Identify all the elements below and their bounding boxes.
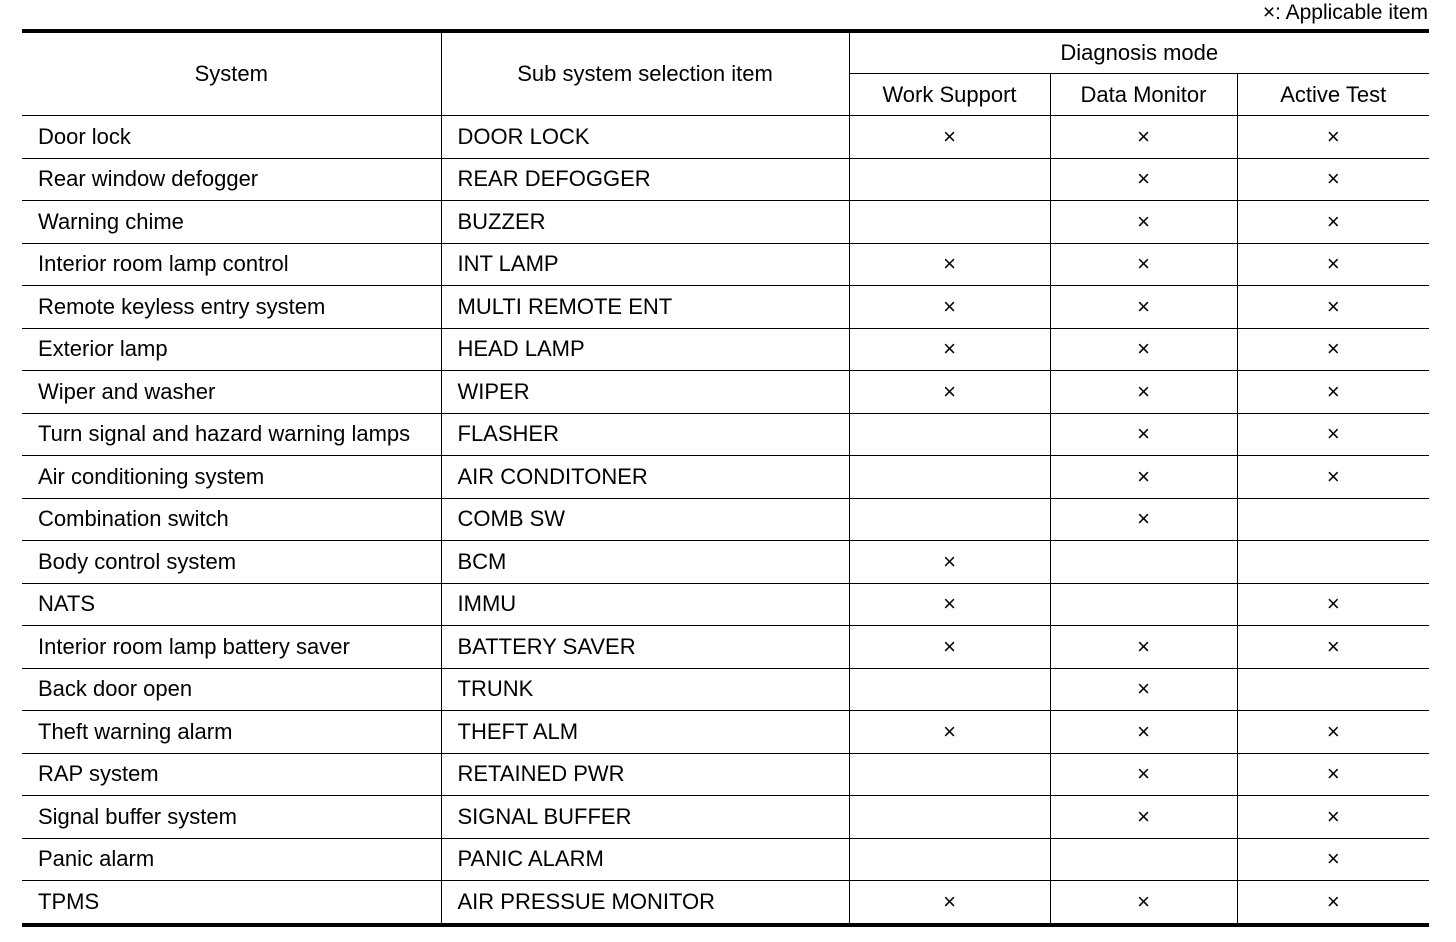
- table-body: [22, 116, 1429, 925]
- system-cell: Door lock: [22, 116, 441, 159]
- table-row: [22, 201, 1429, 244]
- system-cell: RAP system: [22, 753, 441, 796]
- sub-system-cell: THEFT ALM: [441, 711, 849, 754]
- active-test-mark: ×: [1237, 796, 1429, 839]
- sub-system-cell: DOOR LOCK: [441, 116, 849, 159]
- data-monitor-mark: ×: [1050, 881, 1237, 925]
- table-row: [22, 753, 1429, 796]
- active-test-mark: [1237, 668, 1429, 711]
- table-row: [22, 541, 1429, 584]
- sub-system-cell: AIR CONDITONER: [441, 456, 849, 499]
- active-test-mark: ×: [1237, 456, 1429, 499]
- system-cell: NATS: [22, 583, 441, 626]
- diagnosis-table: [22, 29, 1429, 927]
- table-row: [22, 243, 1429, 286]
- system-cell: Body control system: [22, 541, 441, 584]
- data-monitor-mark: ×: [1050, 711, 1237, 754]
- work-support-mark: ×: [849, 286, 1050, 329]
- sub-system-cell: AIR PRESSUE MONITOR: [441, 881, 849, 925]
- system-cell: Panic alarm: [22, 838, 441, 881]
- data-monitor-mark: ×: [1050, 116, 1237, 159]
- work-support-mark: ×: [849, 711, 1050, 754]
- table-row: [22, 626, 1429, 669]
- active-test-mark: ×: [1237, 243, 1429, 286]
- work-support-mark: [849, 456, 1050, 499]
- data-monitor-mark: ×: [1050, 201, 1237, 244]
- data-monitor-mark: ×: [1050, 796, 1237, 839]
- sub-system-cell: BCM: [441, 541, 849, 584]
- legend-note: ×: Applicable item: [1262, 1, 1428, 24]
- data-monitor-mark: ×: [1050, 243, 1237, 286]
- system-cell: Rear window defogger: [22, 158, 441, 201]
- work-support-mark: [849, 158, 1050, 201]
- work-support-mark: ×: [849, 116, 1050, 159]
- system-cell: Warning chime: [22, 201, 441, 244]
- sub-system-cell: INT LAMP: [441, 243, 849, 286]
- sub-system-cell: BATTERY SAVER: [441, 626, 849, 669]
- table-row: [22, 498, 1429, 541]
- work-support-mark: ×: [849, 328, 1050, 371]
- system-cell: Theft warning alarm: [22, 711, 441, 754]
- work-support-mark: ×: [849, 371, 1050, 414]
- system-cell: Signal buffer system: [22, 796, 441, 839]
- system-cell: Wiper and washer: [22, 371, 441, 414]
- sub-system-cell: WIPER: [441, 371, 849, 414]
- system-cell: Exterior lamp: [22, 328, 441, 371]
- table-row: [22, 413, 1429, 456]
- table-row: [22, 116, 1429, 159]
- data-monitor-mark: [1050, 583, 1237, 626]
- work-support-mark: ×: [849, 583, 1050, 626]
- data-monitor-mark: ×: [1050, 371, 1237, 414]
- data-monitor-mark: ×: [1050, 498, 1237, 541]
- header-work-support: Work Support: [849, 74, 1050, 116]
- active-test-mark: ×: [1237, 711, 1429, 754]
- sub-system-cell: PANIC ALARM: [441, 838, 849, 881]
- work-support-mark: [849, 498, 1050, 541]
- sub-system-cell: IMMU: [441, 583, 849, 626]
- work-support-mark: [849, 796, 1050, 839]
- system-cell: Combination switch: [22, 498, 441, 541]
- data-monitor-mark: ×: [1050, 158, 1237, 201]
- active-test-mark: [1237, 541, 1429, 584]
- sub-system-cell: COMB SW: [441, 498, 849, 541]
- table-row: [22, 668, 1429, 711]
- table-row: [22, 328, 1429, 371]
- active-test-mark: ×: [1237, 838, 1429, 881]
- active-test-mark: ×: [1237, 116, 1429, 159]
- active-test-mark: ×: [1237, 158, 1429, 201]
- active-test-mark: ×: [1237, 371, 1429, 414]
- active-test-mark: ×: [1237, 753, 1429, 796]
- data-monitor-mark: [1050, 838, 1237, 881]
- data-monitor-mark: ×: [1050, 286, 1237, 329]
- sub-system-cell: REAR DEFOGGER: [441, 158, 849, 201]
- work-support-mark: ×: [849, 243, 1050, 286]
- sub-system-cell: RETAINED PWR: [441, 753, 849, 796]
- table-row: [22, 796, 1429, 839]
- data-monitor-mark: ×: [1050, 753, 1237, 796]
- table-row: [22, 286, 1429, 329]
- sub-system-cell: MULTI REMOTE ENT: [441, 286, 849, 329]
- active-test-mark: ×: [1237, 328, 1429, 371]
- sub-system-cell: HEAD LAMP: [441, 328, 849, 371]
- sub-system-cell: TRUNK: [441, 668, 849, 711]
- active-test-mark: [1237, 498, 1429, 541]
- data-monitor-mark: ×: [1050, 413, 1237, 456]
- data-monitor-mark: ×: [1050, 668, 1237, 711]
- sub-system-cell: SIGNAL BUFFER: [441, 796, 849, 839]
- sub-system-cell: BUZZER: [441, 201, 849, 244]
- table-row: [22, 456, 1429, 499]
- table-row: [22, 711, 1429, 754]
- active-test-mark: ×: [1237, 626, 1429, 669]
- data-monitor-mark: ×: [1050, 456, 1237, 499]
- data-monitor-mark: ×: [1050, 328, 1237, 371]
- work-support-mark: [849, 838, 1050, 881]
- work-support-mark: [849, 753, 1050, 796]
- work-support-mark: [849, 668, 1050, 711]
- table-row: [22, 583, 1429, 626]
- table-row: [22, 158, 1429, 201]
- sub-system-cell: FLASHER: [441, 413, 849, 456]
- work-support-mark: [849, 413, 1050, 456]
- active-test-mark: ×: [1237, 413, 1429, 456]
- active-test-mark: ×: [1237, 286, 1429, 329]
- system-cell: Turn signal and hazard warning lamps: [22, 413, 441, 456]
- work-support-mark: ×: [849, 881, 1050, 925]
- header-system: System: [22, 31, 441, 116]
- work-support-mark: ×: [849, 626, 1050, 669]
- work-support-mark: [849, 201, 1050, 244]
- header-sub-system: Sub system selection item: [441, 31, 849, 116]
- header-active-test: Active Test: [1237, 74, 1429, 116]
- system-cell: Air conditioning system: [22, 456, 441, 499]
- header-diagnosis-mode: Diagnosis mode: [849, 31, 1429, 74]
- header-data-monitor: Data Monitor: [1050, 74, 1237, 116]
- system-cell: TPMS: [22, 881, 441, 925]
- table-row: [22, 838, 1429, 881]
- system-cell: Interior room lamp control: [22, 243, 441, 286]
- table-row: [22, 881, 1429, 925]
- table-row: [22, 371, 1429, 414]
- system-cell: Back door open: [22, 668, 441, 711]
- work-support-mark: ×: [849, 541, 1050, 584]
- active-test-mark: ×: [1237, 881, 1429, 925]
- system-cell: Interior room lamp battery saver: [22, 626, 441, 669]
- active-test-mark: ×: [1237, 201, 1429, 244]
- data-monitor-mark: ×: [1050, 626, 1237, 669]
- data-monitor-mark: [1050, 541, 1237, 584]
- active-test-mark: ×: [1237, 583, 1429, 626]
- system-cell: Remote keyless entry system: [22, 286, 441, 329]
